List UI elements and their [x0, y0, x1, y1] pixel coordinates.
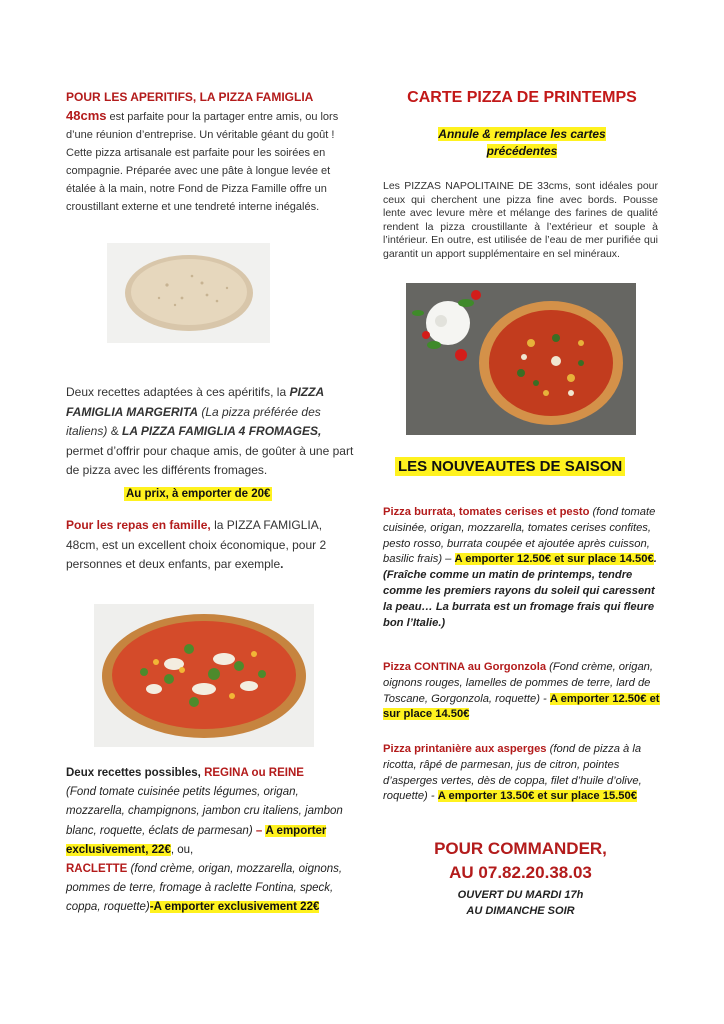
raclette-desc: (fond crème, origan, mozzarella, oignons, pommes de terre, fromage à raclette Fontina, speck, coppa, roquette)	[66, 863, 343, 914]
pizza-burrata-image	[406, 283, 636, 435]
asperges-item	[383, 742, 661, 805]
ou-text: , ou,	[170, 843, 194, 856]
hours-line-2: AU DIMANCHE SOIR	[466, 905, 575, 917]
famiglia-intro	[66, 88, 348, 216]
contina-prefix: Pizza	[383, 661, 415, 673]
pizza-regina-image	[94, 604, 314, 747]
raclette-price: -A emporter exclusivement 22€	[149, 901, 320, 914]
burrata-note: . (Fraîche comme un matin de printemps, tendre comme les premiers rayons du soleil qui caressent la peau… La burrata est un fromage frais qui fleure bon l’Italie.)	[383, 553, 657, 629]
price-20: Au prix, à emporter de 20€	[126, 488, 271, 500]
contina-name: CONTINA au Gorgonzola	[414, 661, 547, 673]
order-phone	[383, 837, 658, 885]
family-title: Pour les repas en famille,	[66, 518, 211, 532]
regina-name: REGINA ou REINE	[204, 767, 304, 779]
margerita-note: (La pizza préférée des italiens)	[66, 404, 321, 438]
famiglia-title: POUR LES APERITIFS, LA PIZZA FAMIGLIA	[66, 90, 314, 104]
burrata-desc: (fond tomate cuisinée, origan, mozzarella, tomates cerises confites, pesto rosso, burrata coupée et ajoutée après cuisson, basilic frais) –	[383, 506, 656, 566]
hours-line-1: OUVERT DU MARDI 17h	[457, 889, 584, 901]
opening-hours	[383, 887, 658, 919]
order-line-2: AU 07.82.20.38.03	[449, 863, 592, 882]
regina-dash: –	[252, 824, 263, 837]
raclette-name: RACLETTE	[66, 863, 128, 876]
contina-desc: (Fond crème, origan, oignons rouges, lamelles de pommes de terre, lard de Toscane, Gorgonzola, roquette) -	[383, 661, 654, 705]
margerita-name: PIZZA FAMIGLIA MARGERITA	[66, 385, 324, 419]
and-text: &	[107, 424, 123, 438]
contina-price: A emporter 12.50€ et sur place 14.50€	[383, 692, 660, 721]
family-desc: la PIZZA FAMIGLIA, 48cm, est un excellent choix économique, pour 2 personnes et deux enfants, par exemple	[66, 518, 327, 571]
family-dot: .	[280, 557, 284, 571]
asperges-name: Pizza printanière aux asperges	[383, 743, 547, 755]
subtitle	[383, 126, 661, 160]
burrata-item	[383, 505, 661, 631]
napolitaine-intro: Les PIZZAS NAPOLITAINE DE 33cms, sont idéales pour ceux qui cherchent une pizza fine avec bords. Pousse lente avec levure mère et mélange des farines de qualité rendent la pizza croustillante à l’extérieur et souple à l’intérieur. En outre, est utilisée de l’eau de mer purifiée qui garantit un apport supplémentaire en sel minéraux.	[383, 180, 658, 260]
famiglia-desc: est parfaite pour la partager entre amis, ou lors d’une réunion d’entreprise. Un véritable géant du goût ! Cette pizza artisanale est parfaite pour les soirées en compagnie. Préparée avec une pâte à longue levée et étalée à la main, notre Fond de Pizza Famille offre un croustillant externe et une tendreté interne inégalés.	[66, 111, 339, 213]
fromages-name: LA PIZZA FAMIGLIA 4 FROMAGES,	[122, 424, 322, 438]
page-title: CARTE PIZZA DE PRINTEMPS	[407, 89, 637, 106]
recipes-intro: Deux recettes adaptées à ces apéritifs, la	[66, 385, 290, 399]
asperges-price: A emporter 13.50€ et sur place 15.50€	[437, 790, 637, 803]
regina-desc: (Fond tomate cuisinée petits légumes, origan, mozzarella, champignons, jambon cru italiens, jambon blanc, roquette, éclats de parmesan)	[66, 786, 343, 837]
order-line-1: POUR COMMANDER,	[434, 839, 607, 858]
recipes-end: permet d’offrir pour chaque amis, de goûter à une part de pizza avec les différents fromages.	[66, 443, 354, 477]
subtitle-line-2: précédentes	[486, 144, 558, 158]
new-season-heading: LES NOUVEAUTES DE SAISON	[395, 457, 625, 476]
regina-raclette-section	[66, 764, 356, 918]
asperges-desc: (fond de pizza à la ricotta, râpé de parmesan, jus de citron, pointes d’asperges vertes, dès de coppa, filet d’huile d’olive, roquette) -	[383, 743, 642, 803]
pizza-dough-image	[107, 243, 270, 343]
subtitle-line-1: Annule & remplace les cartes	[438, 127, 606, 141]
two-recipes-label: Deux recettes possibles,	[66, 767, 205, 779]
contina-item	[383, 660, 661, 723]
famiglia-size: 48cms	[66, 108, 107, 123]
burrata-price: A emporter 12.50€ et sur place 14.50€	[454, 553, 654, 566]
regina-price: A emporter exclusivement, 22€	[66, 824, 327, 856]
aperitif-recipes	[66, 383, 358, 481]
family-section	[66, 516, 356, 575]
burrata-name: Pizza burrata, tomates cerises et pesto	[383, 506, 590, 518]
